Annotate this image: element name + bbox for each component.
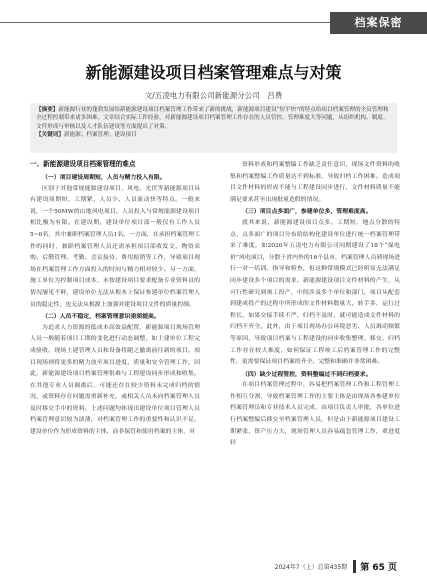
abstract-label: 【摘要】 <box>36 107 59 113</box>
page-number: 第 65 页 <box>353 560 397 573</box>
issue-info: 2024年7（上）总第435期 <box>274 564 348 571</box>
body-paragraph: 就其来说，新能源建设项目点多、工期短，地点分散的特点，点多面广的项目分布给结构化建设单位进行统一档案管理带来了难度。如2020年五凌电力有限公司同期建设了18个“保电价”风电项目，分散于省内外的16个县市，档案管理人员到现场进行一对一培训、指导和检查，但这种常规模式已经明显无法满足同步建设多个项目的需求。新能源建设项目文件材料的产生，从可行性研究到竣工投产，中间涉及多个单位和部门，项目从配套到建成投产的过程中所形成的文件材料数量大，转手多，运行过程长，如果交接手续不严、归档不及时，就可能造成文件材料的归档不齐全。此外，由于项目现场办公环境恶劣、人员调动频繁等原因，导致项目档案与工程建设的同步收集整理、移交、归档工作存在较大难度，如何保证工程竣工后档案管理工作的完整性，更需要保证项目档案的齐全、完整和准确并非常困难。 <box>230 219 400 366</box>
abstract-text: 新能源行业的蓬勃发展给新能源建设项目档案管理工作带来了新的挑战，新能源项目建设“短平快”的特点给项目档案管理的全员管理和全过程控制带来诸多困难。文章结合实际工作经验，对新能源建设项目档案管理工作存在的人员管控、管理难度大等问题，从组织机构、制度、文件形成与审核以及人才队伍建设等方面提出了对策。 <box>36 107 389 130</box>
page-footer <box>275 560 397 573</box>
body-paragraph: 区别于其他常规能源建设项目，风电、光伏等新能源项目具有建设周期短、工期紧、人员少、人员流动快等特点。一般来说，一个50MW的山地风电项目，人员投入与常规能源建设项目相比极为有限。在建设期，建设单位项目部一般仅有工作人员5~6名，其中兼职档案管理人员1名。一方面，在承担档案管理工作的同时，兼职档案管理人员还需承担项目部收发文、物资采购、后勤管理、考勤、会议接待、费用报销等工作，导致项目现场在档案管理工作方面投入的时间与精力相对较少。另一方面，施工单位为控制项目成本，未按建设项目要求配备专业资料员的情况屡见不鲜，建设单位无法从根本上保证参建单位档案管理人员的稳定性，也无法从根源上加强对建设项目文件的质量控制。 <box>30 185 200 308</box>
section-heading: 一、新能源建设项目档案管理的难点 <box>30 160 136 168</box>
subheading: （一）项目建设周期短，人员与精力投入有限。 <box>42 174 166 181</box>
article-title: 新能源建设项目档案管理难点与对策 <box>85 63 342 82</box>
body-paragraph: 在项目档案管理过程中，容易把档案管理工作和工程管理工作相互分割，导致档案管理工作的主要主体是由现场各参建单位档案管理员和专业技术人员完成，由项目负责人审批，各单位进行档案整编后移交至档案管理人员，但是由于新能源项目建设工期紧张，资产压力大，现场管理人员容易疏忽管理工作，重进度轻 <box>230 382 400 447</box>
subheading: （四）缺少过程管控，资料整编过不到归档要求。 <box>242 370 372 378</box>
section-tag: 档案保密 <box>330 12 427 34</box>
abstract-box <box>30 103 397 153</box>
keywords-label: 【关键词】 <box>36 132 64 139</box>
keywords-text: 新能源；档案管理；建设项目 <box>63 132 137 139</box>
header-rule <box>0 22 385 23</box>
body-paragraph: 为追求人力资源的低成本高效益配置，新能源项目现场管理人员一般随着项目工期的变化进行动态调整，如土建单位工程完成验收、现场土建管理人员和设备将随之撤离前往新的项目。项目现场则将更多的精力放至项目进度、质量和安全管理工作，因此，新能源建设项目档案管理很难与工程建设同步形成和收集。在其他专业人员调离后，可能还存在较少资料未完成归档的情况，或资料存在问题需重新补充，或相关人员未向档案管理人员及时移交手中的资料。上述问题均体现出建设单位项目管理人员档案管理意识较为淡薄，对档案管理工作的重要性和认识不足。建设单位作为形成资料的主体，而非保管和使用档案的主体，对 <box>30 324 200 436</box>
right-column <box>230 160 400 450</box>
subheading: （二）人员不稳定，档案管理意识亟须提高。 <box>42 313 160 321</box>
left-column <box>30 158 200 439</box>
author-line: 文/五凌电力有限公司新能源分公司 吕费 <box>144 91 283 100</box>
subheading: （三）项目点多面广，参建单位多，管理难度高。 <box>242 208 372 216</box>
body-paragraph: 资料形成和档案整编工作缺乏责任意识，现场文件资料的收集和档案整编工作质量达不到标准，导致归档工作困难。造成项目文件材料的形成不能与工程建设同步进行、文件材料质量不能满足要求甚至出现批量造假的情况。 <box>230 162 400 203</box>
